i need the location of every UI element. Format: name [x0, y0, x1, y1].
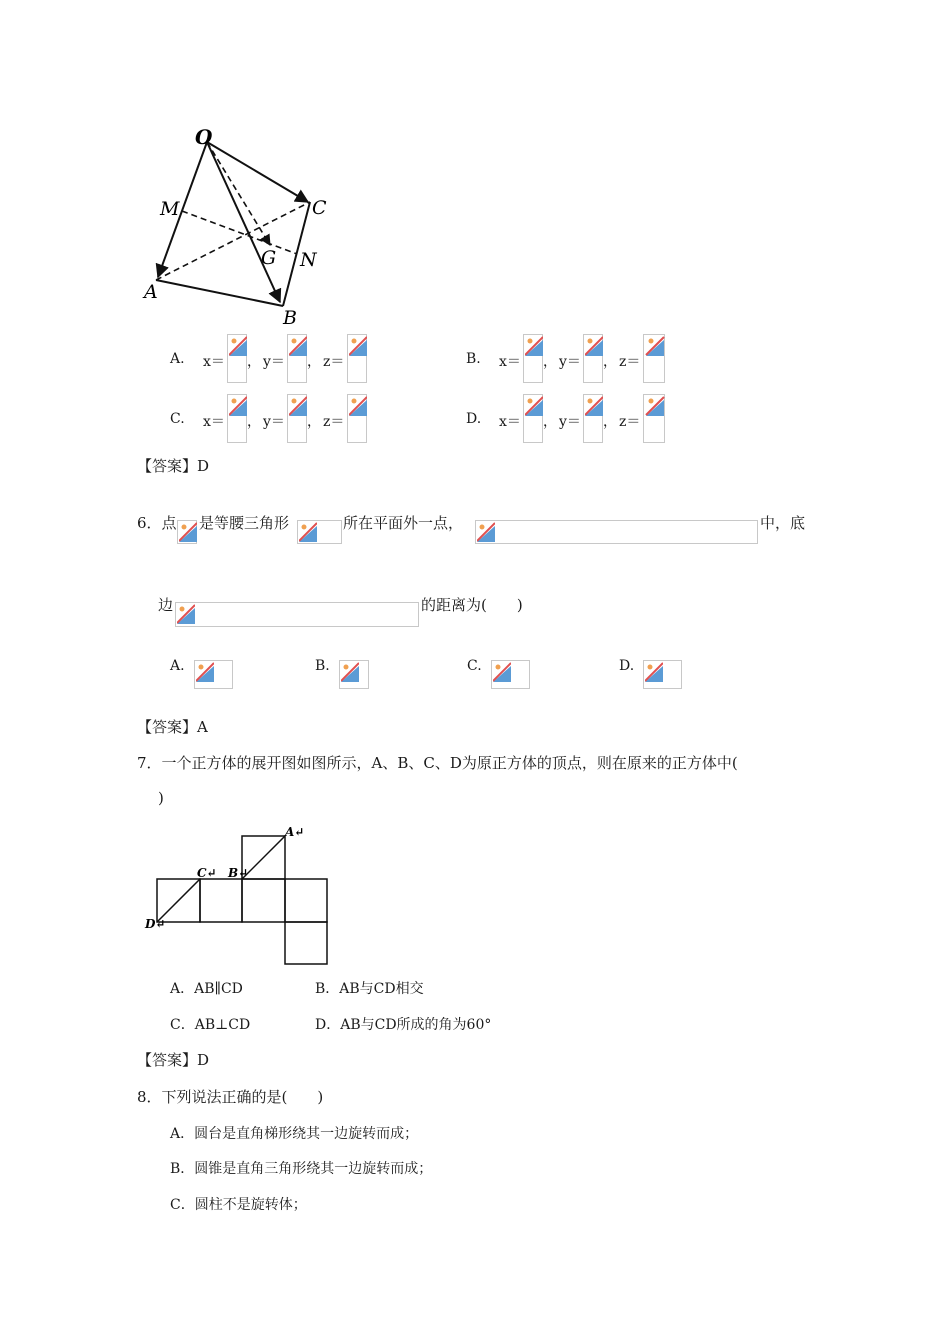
broken-image-icon	[227, 334, 247, 383]
q8-option-b: B．圆锥是直角三角形绕其一边旋转而成；	[170, 1161, 433, 1177]
broken-image-icon	[523, 334, 543, 383]
q5-option-d-letter: D.	[466, 411, 482, 427]
q6-option-c: C.	[467, 658, 482, 674]
q8-option-c: C．圆柱不是旋转体；	[170, 1197, 307, 1213]
separator: ，	[603, 354, 617, 370]
broken-image-icon	[227, 394, 247, 443]
separator: ，	[307, 414, 321, 430]
q6-text-3: 所在平面外一点，	[343, 514, 464, 532]
q7-stem-line2: )	[158, 789, 164, 807]
broken-image-icon	[287, 334, 307, 383]
q5-option-d-z: z＝	[619, 414, 641, 430]
q8-option-a: A．圆台是直角梯形绕其一边旋转而成；	[170, 1126, 419, 1142]
separator: ，	[543, 414, 557, 430]
q6-option-b: B.	[315, 658, 330, 674]
q5-option-c-y: y＝	[263, 414, 285, 430]
q6-option-d: D.	[619, 658, 635, 674]
q7-stem-line1: 7．一个正方体的展开图如图所示，A、B、C、D为原正方体的顶点，则在原来的正方体中(	[137, 754, 738, 772]
q5-option-a-x: x＝	[203, 354, 225, 370]
q8-stem: 8．下列说法正确的是( )	[137, 1088, 324, 1106]
label-C: C	[312, 197, 327, 219]
q6-option-a: A.	[170, 658, 185, 674]
broken-image-icon	[643, 334, 665, 383]
broken-image-icon	[347, 334, 367, 383]
label-G: G	[261, 247, 277, 269]
q6-text-2: 是等腰三角形	[199, 514, 290, 532]
q7-answer: 【答案】D	[137, 1051, 210, 1069]
broken-image-icon	[523, 394, 543, 443]
q7-option-b: B．AB与CD相交	[315, 981, 424, 997]
q6-text-1: 6．点	[137, 514, 177, 532]
cube-label-C: C↵	[197, 866, 217, 880]
cube-label-B: B↵	[228, 866, 249, 880]
q5-option-c-x: x＝	[203, 414, 225, 430]
broken-image-icon	[643, 660, 682, 689]
broken-image-icon	[339, 660, 369, 689]
q5-option-b-z: z＝	[619, 354, 641, 370]
q7-option-a: A．AB∥CD	[170, 981, 243, 997]
q5-option-c-z: z＝	[323, 414, 345, 430]
broken-image-icon	[347, 394, 367, 443]
label-N: N	[300, 249, 317, 271]
separator: ，	[247, 414, 261, 430]
broken-image-icon	[475, 520, 758, 544]
broken-image-icon	[583, 394, 603, 443]
tetrahedron-figure	[140, 120, 340, 330]
broken-image-icon	[583, 334, 603, 383]
q6-text-4: 中，底	[760, 514, 806, 532]
q5-option-a-y: y＝	[263, 354, 285, 370]
broken-image-icon	[297, 520, 342, 544]
q6-answer: 【答案】A	[137, 718, 208, 736]
q7-option-d: D．AB与CD所成的角为60°	[315, 1017, 492, 1033]
q5-option-d-y: y＝	[559, 414, 581, 430]
q5-option-c-letter: C.	[170, 411, 185, 427]
separator: ，	[247, 354, 261, 370]
q5-option-a-letter: A.	[170, 351, 185, 367]
broken-image-icon	[643, 394, 665, 443]
cube-label-A: A↵	[285, 825, 305, 839]
label-M: M	[160, 198, 180, 220]
separator: ，	[307, 354, 321, 370]
q5-option-b-y: y＝	[559, 354, 581, 370]
label-A: A	[144, 281, 158, 303]
broken-image-icon	[287, 394, 307, 443]
broken-image-icon	[175, 602, 419, 627]
q6-text-5: 边	[158, 596, 174, 614]
q5-option-b-x: x＝	[499, 354, 521, 370]
broken-image-icon	[194, 660, 233, 689]
q5-option-a-z: z＝	[323, 354, 345, 370]
label-O: O	[195, 125, 213, 149]
separator: ，	[603, 414, 617, 430]
broken-image-icon	[177, 520, 197, 544]
q7-option-c: C．AB⊥CD	[170, 1017, 251, 1033]
q6-text-6: 的距离为( )	[421, 596, 523, 614]
broken-image-icon	[491, 660, 530, 689]
q5-answer: 【答案】D	[137, 457, 210, 475]
q5-option-d-x: x＝	[499, 414, 521, 430]
q5-option-b-letter: B.	[466, 351, 481, 367]
cube-net-figure	[140, 820, 350, 980]
label-B: B	[283, 307, 297, 329]
cube-label-D: D↵	[145, 917, 166, 931]
separator: ，	[543, 354, 557, 370]
